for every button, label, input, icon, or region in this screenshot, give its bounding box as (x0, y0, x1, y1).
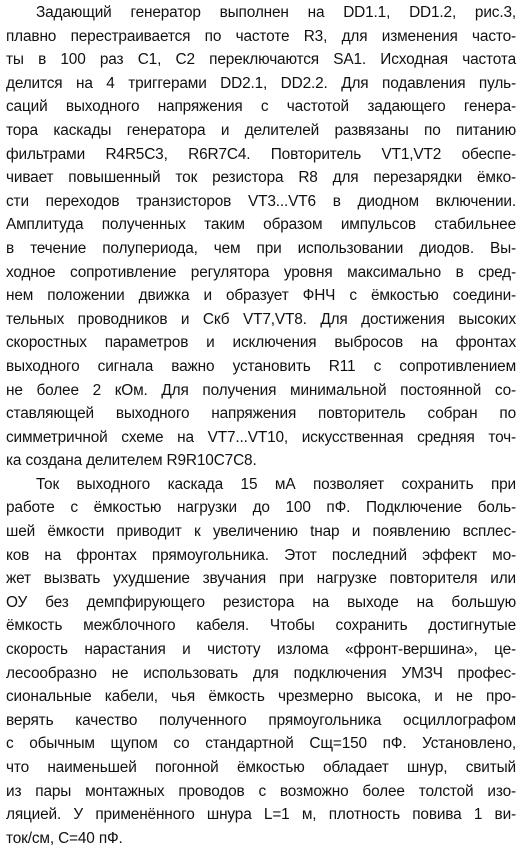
paragraph-output-stage (6, 473, 516, 850)
text-line: плавно перестраивается по частоте R3, для изменения часто- (6, 27, 516, 45)
text-line: саций выходного напряжения с частотой задающего генера- (6, 98, 516, 116)
text-line: из пары монтажных проводов с возможно более толстой изо- (6, 782, 516, 800)
paragraph-generator-description (6, 1, 516, 473)
text-line: скоростных параметров и исключения выбросов на фронтах (6, 334, 516, 352)
text-line: работе с ёмкостью нагрузки до 100 пФ. Подключение боль- (6, 499, 516, 517)
text-line: сиональные кабели, чья ёмкость чрезмерно высока, и не про- (6, 688, 516, 706)
text-line: чивает повышенный ток резистора R8 для перезарядки ёмко- (6, 169, 516, 187)
text-line: ходное сопротивление регулятора уровня максимально в сред- (6, 263, 516, 281)
text-line: ляцией. У применённого шнура L=1 м, плотность повива 1 ви- (6, 806, 516, 824)
text-line: скорость нарастания и чистоту излома «фронт-вершина», це- (6, 641, 516, 659)
text-line: нем положении движка и образует ФНЧ с ёмкостью соедини- (6, 287, 516, 305)
text-line: ков на фронтах прямоугольника. Этот последний эффект мо- (6, 546, 516, 564)
text-line: фильтрами R4R5C3, R6R7C4. Повторитель VT1,VT2 обеспе- (6, 145, 516, 163)
text-line: с обычным щупом со стандартной Сщ=150 пФ. Установлено, (6, 735, 516, 753)
text-line: в течение полупериода, чем при использовании диодов. Вы- (6, 239, 516, 257)
text-line: выходного сигнала важно установить R11 с сопротивлением (6, 357, 516, 375)
text-line: Амплитуда полученных таким образом импульсов стабильнее (6, 216, 516, 234)
text-line: сти переходов транзисторов VT3...VT6 в диодном включении. (6, 192, 516, 210)
text-line: жет вызвать ухудшение звучания при нагрузке повторителя или (6, 570, 516, 588)
text-line: лесообразно не использовать для подключения УМЗЧ профес- (6, 664, 516, 682)
text-line: что наименьшей погонной ёмкостью обладает шнур, свитый (6, 759, 516, 776)
text-line: верять качество полученного прямоугольника осциллографом (6, 711, 516, 729)
text-line: Ток выходного каскада 15 мА позволяет сохранить при (36, 475, 516, 493)
text-line: ток/см, С=40 пФ. (6, 829, 123, 847)
text-line: ставляющей выходного напряжения повторитель собран по (6, 405, 516, 423)
text-line: ёмкость межблочного кабеля. Чтобы сохранить достигнутые (6, 617, 516, 635)
text-line: ты в 100 раз С1, С2 переключаются SA1. Исходная частота (6, 51, 516, 69)
text-line: ОУ без демпфирующего резистора на выходе на большую (6, 593, 516, 611)
text-line: не более 2 кОм. Для получения минимальной постоянной со- (6, 381, 516, 399)
text-line: тельных проводников и Скб VT7,VT8. Для достижения высоких (6, 310, 516, 328)
text-line: тора каскады генератора и делителей развязаны по питанию (6, 121, 516, 139)
text-line: шей ёмкости приводит к увеличению tнар и появлению всплес- (6, 523, 516, 541)
text-line: ка создана делителем R9R10C7C8. (6, 452, 257, 470)
text-line: Задающий генератор выполнен на DD1.1, DD1.2, рис.3, (36, 4, 516, 21)
text-line: симметричной схеме на VT7...VT10, искусственная средняя точ- (6, 428, 516, 446)
text-line: делится на 4 триггерами DD2.1, DD2.2. Для подавления пуль- (6, 74, 516, 92)
